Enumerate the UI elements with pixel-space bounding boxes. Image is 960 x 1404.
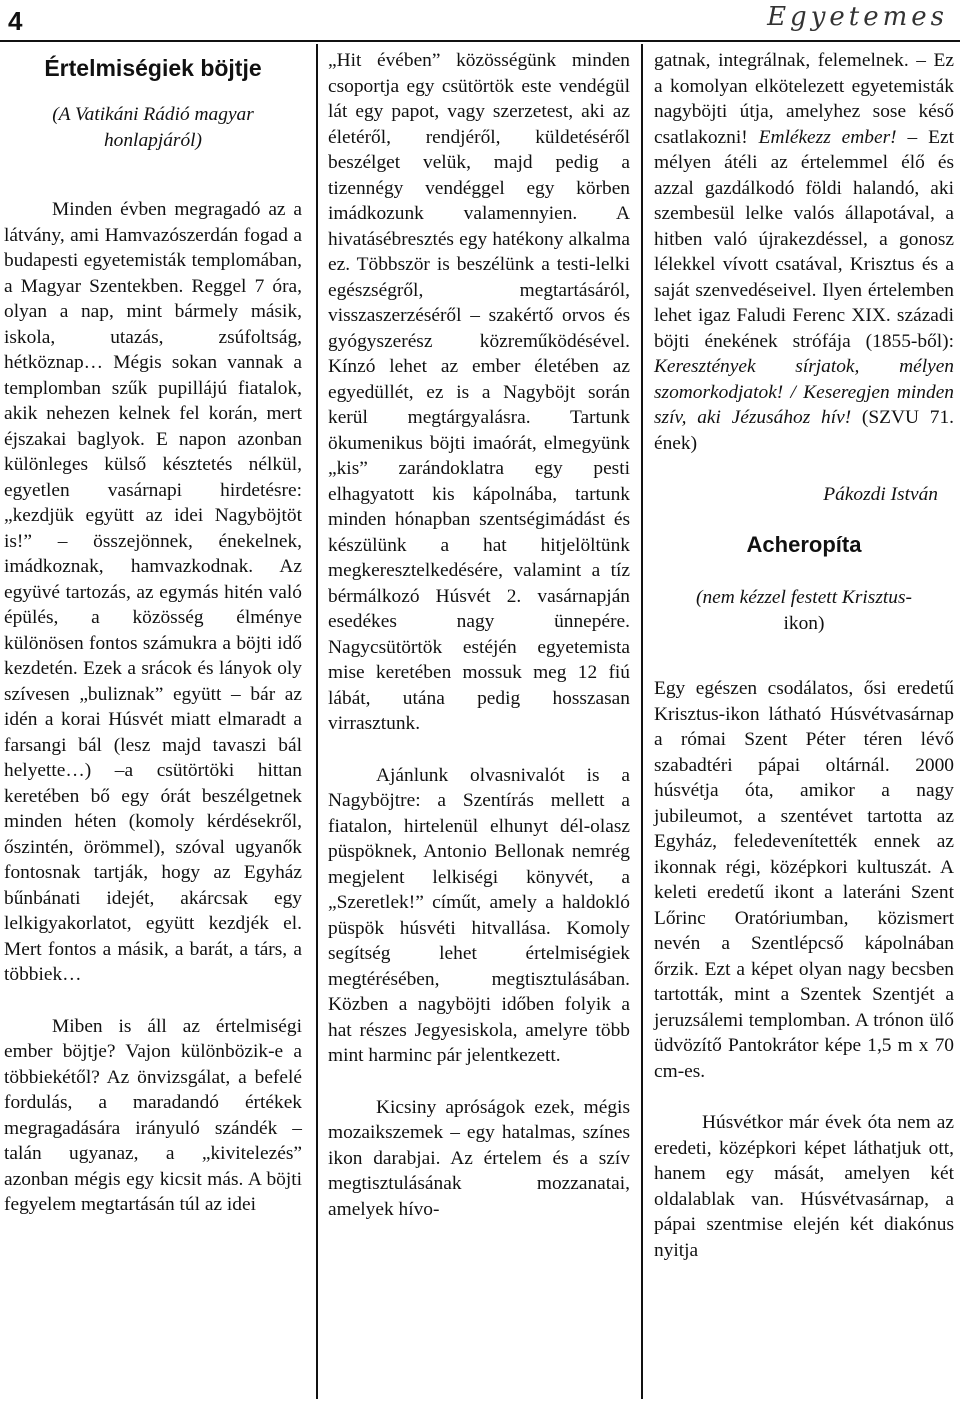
paragraph: Húsvétkor már évek óta nem az eredeti, középkori képet láthatjuk ott, hanem egy mását, amelyen két oldalablak van. Húsvétvasárnap, a pápai szentmise elején két diakónus nyitja bbox=[654, 1112, 954, 1261]
column-1 bbox=[4, 48, 302, 1218]
text-run: gatnak, integrálnak, felemelnek. – Ez a komolyan elkötelezett egyetemisták nagyböjti útja, amelyhez sose késő csatlakozni! bbox=[654, 50, 954, 148]
emphasis-text: Keresztények sírjatok, mélyen szomorkodjatok! / Keseregjen minden szív, aki Jézusához hív! bbox=[654, 356, 954, 428]
column-3 bbox=[654, 48, 954, 1263]
text-run: (SZVU 71. ének) bbox=[654, 407, 954, 454]
emphasis-text: Emlékezz ember! bbox=[758, 126, 897, 148]
article-title: Acheropíta bbox=[746, 531, 862, 557]
subtitle-rest: ikon) bbox=[783, 612, 825, 634]
paragraph: Minden évben megragadó az a látvány, ami Hamvazószerdán fogad a budapesti egyetemisták templomában, a Magyar Szentekben. Reggel 7 óra, olyan a nap, mint bármely másik, iskola, utazás, zsúfoltság, hétköznap… Mégis sokan vannak a templomban szűk pupillájú fiatalok, akik nehezen kelnek fel korán, mert éjszakai baglyok. E napon azonban különleges külső késztetés nélkül, egyetlen vasárnapi hirdetésre: „kezdjük együtt az idei Nagyböjtöt is!” – összejönnek, énekelnek, imádkoznak, hamvazkodnak. Az együvé tartozás, az egymás hitén való épülés, a közösség élménye különösen fontos számukra a böjti idő kezdetén. Ezek a srácok és lányok oly szívesen „buliznak” együtt – bár az idén a korai Húsvét miatt elmaradt a farsangi bál (lesz majd tavaszi bál helyette…) –a csütörtöki hittan keretében bő egy órát beszélgetnek minden héten (komoly kérdésekről, őszintén, örömmel), szóval ugyanők fontosnak tartják, hogy az Egyház bűnbánati idejét, akárcsak egy lelkigyakorlatot, együtt kezdjék el. Mert fontos a másik, a barát, a társ, a többiek… bbox=[4, 199, 302, 985]
column-divider bbox=[316, 44, 318, 1399]
page-number: 4 bbox=[8, 6, 23, 36]
column-divider bbox=[641, 44, 643, 1399]
subtitle-italic: (nem kézzel festett Krisztus- bbox=[696, 587, 912, 608]
paragraph: Kicsiny apróságok ezek, mégis mozaikszemek – egy hatalmas, színes ikon darabjai. Az értelem és a szív megtisztulásának mozzanatai, amelyek hívo- bbox=[328, 1096, 630, 1220]
paragraph: Egy egészen csodálatos, ősi eredetű Krisztus-ikon látható Húsvétvasárnap a római Szent Péter téren lévő szabadtéri pápai oltárnál. 2000 húsvétja óta, amikor a nagy jubileumot, a szentévet tartotta az Egyház, feledevenítették ennek az ikonnak régi, középkori kultuszát. A keleti eredetű ikont a lateráni Szent Lőrinc Oratóriumban, közismert nevén a Szentlépcső kápolnában őrzik. Ezt a képet olyan nagy becsben tartották, mint a Szentek Szentjét a jeruzsálemi templomban. A trónon ülő üdvözítő Pantokrátor képe 1,5 m x 70 cm-es. bbox=[654, 678, 954, 1082]
header-rule bbox=[0, 40, 960, 42]
article-title: Értelmiségiek böjtje bbox=[44, 55, 262, 81]
paragraph: „Hit évében” közösségünk minden csoportja egy csütörtök este vendégül lát egy papot, vagy szerzetest, aki az életéről, rendjéről, küldetéséről beszélget velük, majd pedig a tizennégy vendéggel egy körben imádkozunk valamennyien. A hivatásébresztés egy hatékony alkalma ez. Többször is beszélünk a testi-lelki egészségről, megtartásáról, visszaszerzéséről – szakértő orvos és gyógyszerész közreműködésével. Kínzó lehet az ember életében az egyedüllét, ez is a Nagyböjt során kerül megtárgyalásra. Tartunk ökumenikus böjti imaórát, elmegyünk „kis” zarándoklatra egy pesti elhagyatott kis kápolnába, tartunk minden hónapban szentségimádást és készülünk a hat hitjelöltünk megkeresztelkedésére, valamint a tíz bérmálkozó Húsvét 2. vasárnapján esedékes nagy ünnepére. Nagycsütörtök estéjén egyetemista mise keretében mossuk meg 12 fiú lábát, utána pedig hosszasan virrasztunk. bbox=[328, 50, 630, 734]
masthead-logo: Egyetemes bbox=[767, 2, 948, 32]
article-subtitle bbox=[654, 585, 954, 636]
paragraph bbox=[654, 48, 954, 456]
paragraph: Miben is áll az értelmiségi ember böjtje? Vajon különbözik-e a többiekétől? Az önvizsgálat, a befelé fordulás, a maradandó értékek megragadására irányuló szándék – talán ugyanaz, a „kivitelezés” azonban mégis egy kicsit más. A böjti fegyelem megtartásán túl az idei bbox=[4, 1015, 302, 1215]
article-subtitle: (A Vatikáni Rádió magyar honlapjáról) bbox=[52, 104, 254, 151]
author-name: Pákozdi István bbox=[823, 484, 938, 505]
paragraph: Ajánlunk olvasnivalót is a Nagyböjtre: a Szentírás mellett a fiatalon, hirtelenül elhunyt dél-olasz püspöknek, Antonio Bellonak nemrég megjelent lelkiségi könyvét, a „Szeretlek!” címűt, amely a haldokló püspök húsvéti hitvallása. Komoly segítség lehet értelmiségiek megtérésében, megtisztulásában. Közben a nagyböjti időben folyik a hat részes Jegyesiskola, amelyre több mint harminc pár jelentkezett. bbox=[328, 764, 630, 1066]
text-run: – Ezt mélyen átéli az értelemmel élő és azzal gazdálkodó földi halandó, aki szembesül lelke valós állapotával, a hitben való újrakezdéssel, a gonosz lélekkel vívott csatával, Krisztus és a saját szenvedéseivel. Ilyen értelemben lehet igaz Faludi Ferenc XIX. századi böjti énekének strófája (1855-ből): bbox=[654, 126, 954, 352]
column-2 bbox=[328, 48, 630, 1222]
